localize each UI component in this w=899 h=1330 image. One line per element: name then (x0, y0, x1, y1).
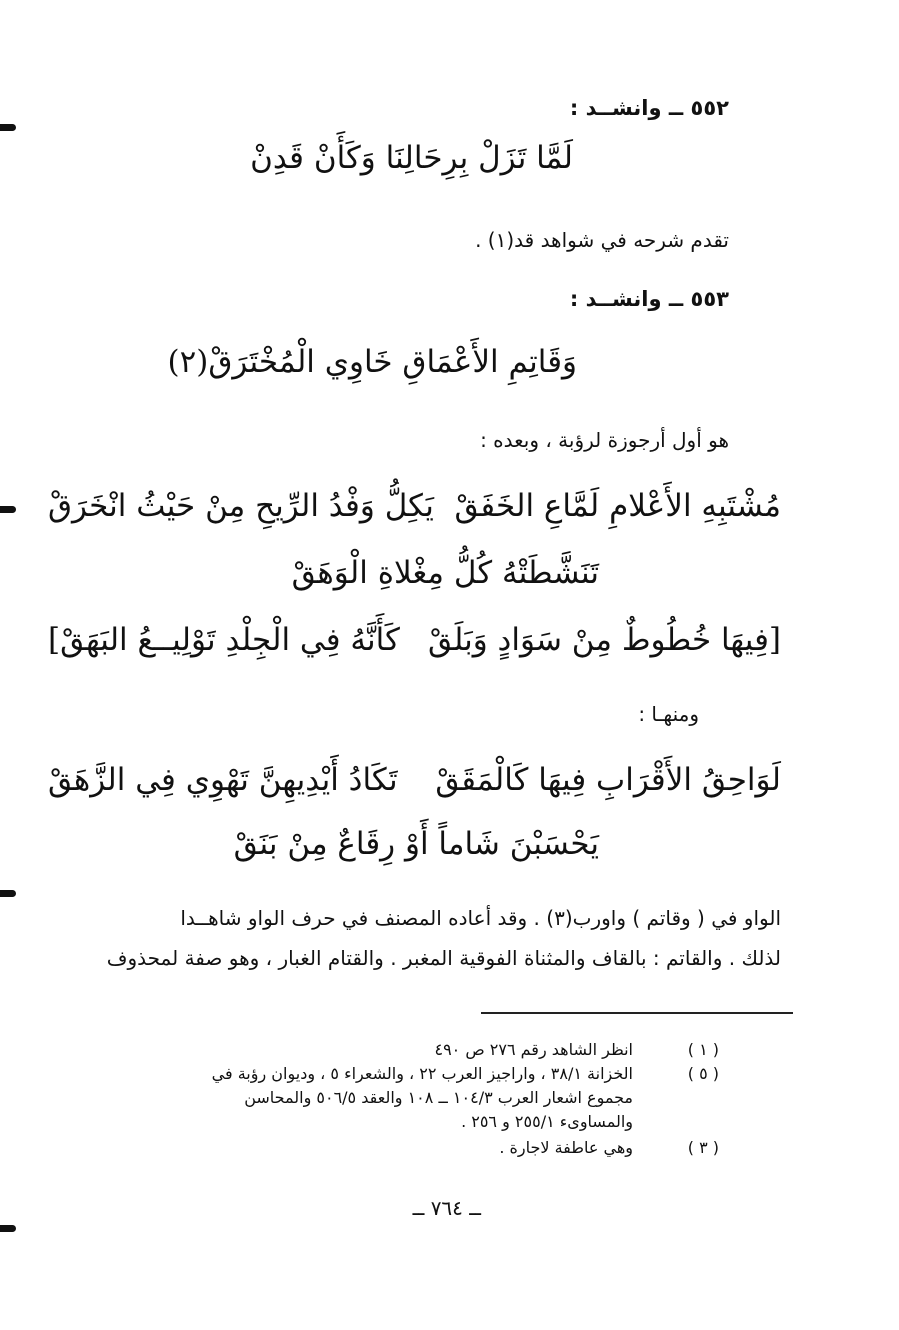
entry-553-intro: هو أول أرجوزة لرؤبة ، وبعده : (480, 428, 729, 452)
entry-553-heading: ٥٥٣ ــ وانشــد : (569, 287, 729, 311)
footnote-text: انظر الشاهد رقم ٢٧٦ ص ٤٩٠ (434, 1040, 633, 1059)
verse-hemistich-right: لَوَاحِقُ الأَقْرَابِ فِيهَا كَالْمَقَقْ (435, 762, 781, 798)
explanation-line: الواو في ( وقاتم ) واورب(٣) . وقد أعاده المصنف في حرف الواو شاهــدا (180, 906, 781, 930)
entry-552-verse: لَمَّا تَزَلْ بِرِحَالِنَا وَكَأَنْ قَدِنْ (250, 140, 573, 176)
entry-553-verse: وَقَاتِمِ الأَعْمَاقِ خَاوِي الْمُخْتَرَقْ(٢) (167, 344, 577, 380)
margin-mark (0, 1225, 16, 1232)
margin-mark (0, 890, 16, 897)
explanation-line: لذلك . والقاتم : بالقاف والمثناة الفوقية المغبر . والقتام الغبار ، وهو صفة لمحذوف (106, 946, 781, 970)
footnote-text: والمساوىء ٢٥٥/١ و ٢٥٦ . (461, 1112, 633, 1131)
verse-line-centered: تَنَشَّطَتْهُ كُلُّ مِغْلاةِ الْوَهَقْ (291, 555, 599, 591)
verse-hemistich-left: كَأَنَّهُ فِي الْجِلْدِ تَوْلِيــعُ البَهَقْ] (48, 622, 400, 658)
verse-hemistich-left: تَكَادُ أَيْدِيهِنَّ تَهْوِي فِي الزَّهَقْ (48, 762, 398, 798)
footnote-number: ( ٥ ) (687, 1064, 719, 1083)
entry-552-comment: تقدم شرحه في شواهد قد(١) . (475, 228, 729, 252)
footnote-text: الخزانة ٣٨/١ ، واراجيز العرب ٢٢ ، والشعراء ٥ ، وديوان رؤبة في (211, 1064, 633, 1083)
page-number: ــ ٧٦٤ ــ (412, 1196, 481, 1220)
footnote-rule (481, 1012, 793, 1014)
footnote-text: مجموع اشعار العرب ١٠٤/٣ ــ ١٠٨ والعقد ٥٠٦/٥ والمحاسن (244, 1088, 633, 1107)
footnote-text: وهي عاطفة لاجارة . (499, 1138, 633, 1157)
verse-hemistich-right: [فِيهَا خُطُوطٌ مِنْ سَوَادٍ وَبَلَقْ (427, 622, 781, 658)
margin-mark (0, 124, 16, 131)
margin-mark (0, 506, 16, 513)
verse-hemistich-left: يَكِلُّ وَفْدُ الرِّيحِ مِنْ حَيْثُ انْخَرَقْ (48, 488, 434, 524)
footnote-number: ( ١ ) (687, 1040, 719, 1059)
verse-hemistich-right: مُشْتَبِهِ الأَعْلامِ لَمَّاعِ الخَفَقْ (454, 488, 781, 524)
footnote-number: ( ٣ ) (687, 1138, 719, 1157)
entry-553-minha: ومنهـا : (638, 702, 699, 726)
entry-552-heading: ٥٥٢ ــ وانشــد : (569, 96, 729, 120)
verse-line-centered: يَحْسَبْنَ شَاماً أَوْ رِقَاعٌ مِنْ بَنَقْ (233, 826, 599, 862)
